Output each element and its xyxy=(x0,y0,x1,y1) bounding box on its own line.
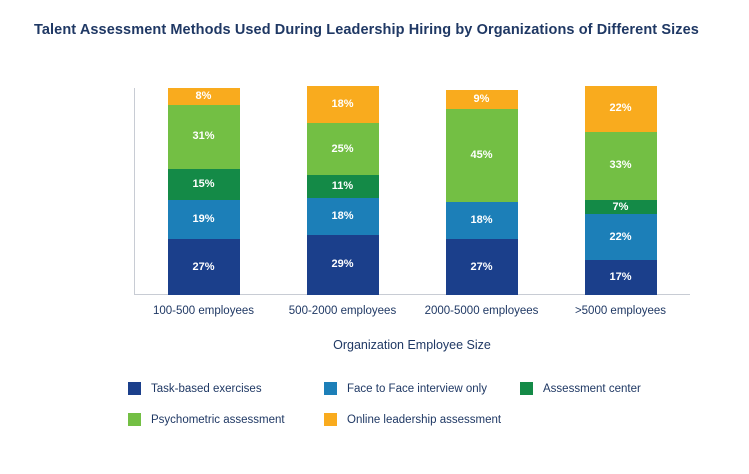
bar-segment-label: 18% xyxy=(331,209,354,222)
bar-segment-label: 22% xyxy=(609,102,632,115)
bar-segment xyxy=(307,123,379,175)
legend-label: Task-based exercises xyxy=(151,382,262,395)
legend-item[interactable] xyxy=(324,413,520,426)
x-axis-tick-label: >5000 employees xyxy=(574,305,667,317)
bar-segment xyxy=(168,200,240,239)
bar-stack xyxy=(446,90,518,295)
bar-segment xyxy=(585,260,657,295)
legend-item[interactable] xyxy=(520,382,716,395)
bar-stack xyxy=(168,88,240,295)
bar-segment xyxy=(585,86,657,132)
chart-legend xyxy=(128,382,688,426)
chart-title: Talent Assessment Methods Used During Leadership Hiring by Organizations of Different Sizes xyxy=(34,22,699,38)
bar-group xyxy=(446,90,518,295)
bar-segment xyxy=(585,200,657,214)
bar-segment-label: 19% xyxy=(192,212,215,225)
bar-segment-label: 18% xyxy=(470,214,493,226)
legend-label: Online leadership assessment xyxy=(347,413,502,426)
bar-segment xyxy=(446,239,518,295)
bar-segment xyxy=(168,88,240,105)
bar-segment-label: 22% xyxy=(609,230,632,243)
legend-item[interactable] xyxy=(324,382,520,395)
bar-segment xyxy=(168,105,240,169)
bar-group xyxy=(585,86,657,295)
legend-swatch xyxy=(324,382,337,395)
legend-label: Face to Face interview only xyxy=(347,382,487,395)
bar-segment xyxy=(168,169,240,200)
bar-segment-label: 8% xyxy=(195,89,212,102)
plot-area xyxy=(134,88,690,295)
bar-segment xyxy=(446,90,518,109)
x-axis-tick-label: 100-500 employees xyxy=(152,305,254,317)
x-axis-tick-label: 500-2000 employees xyxy=(288,305,397,317)
bar-stack xyxy=(585,86,657,295)
bar-segment-label: 15% xyxy=(192,177,215,190)
bar-segment xyxy=(446,202,518,239)
x-axis-title: Organization Employee Size xyxy=(333,338,491,352)
bar-segment-label: 27% xyxy=(192,260,215,273)
bar-segment-label: 7% xyxy=(612,200,629,213)
bar-segment-label: 29% xyxy=(331,258,354,271)
bar-segment-label: 17% xyxy=(609,270,632,283)
bar-segment xyxy=(585,132,657,200)
legend-swatch xyxy=(520,382,533,395)
legend-item[interactable] xyxy=(128,413,324,426)
bar-segment-label: 33% xyxy=(609,159,632,172)
legend-swatch xyxy=(128,413,141,426)
bar-segment-label: 45% xyxy=(470,148,493,161)
bar-segment xyxy=(307,86,379,123)
legend-label: Psychometric assessment xyxy=(151,413,285,426)
legend-label: Assessment center xyxy=(543,382,641,395)
bar-segment xyxy=(168,239,240,295)
legend-swatch xyxy=(324,413,337,426)
legend-swatch xyxy=(128,382,141,395)
bar-stack xyxy=(307,86,379,295)
x-axis-tick-label: 2000-5000 employees xyxy=(424,305,539,317)
bar-segment-label: 25% xyxy=(331,142,354,155)
bar-segment-label: 9% xyxy=(473,92,490,105)
bar-group xyxy=(307,86,379,295)
bar-segment xyxy=(307,198,379,235)
bar-segment xyxy=(585,214,657,260)
bar-segment xyxy=(307,235,379,295)
bar-group xyxy=(168,88,240,295)
legend-item[interactable] xyxy=(128,382,324,395)
bar-segment-label: 11% xyxy=(331,179,354,192)
bar-segment-label: 27% xyxy=(470,260,493,273)
bar-segment-label: 31% xyxy=(192,130,215,143)
bar-segment xyxy=(307,175,379,198)
bar-segment xyxy=(446,109,518,202)
bar-segment-label: 18% xyxy=(331,98,354,111)
